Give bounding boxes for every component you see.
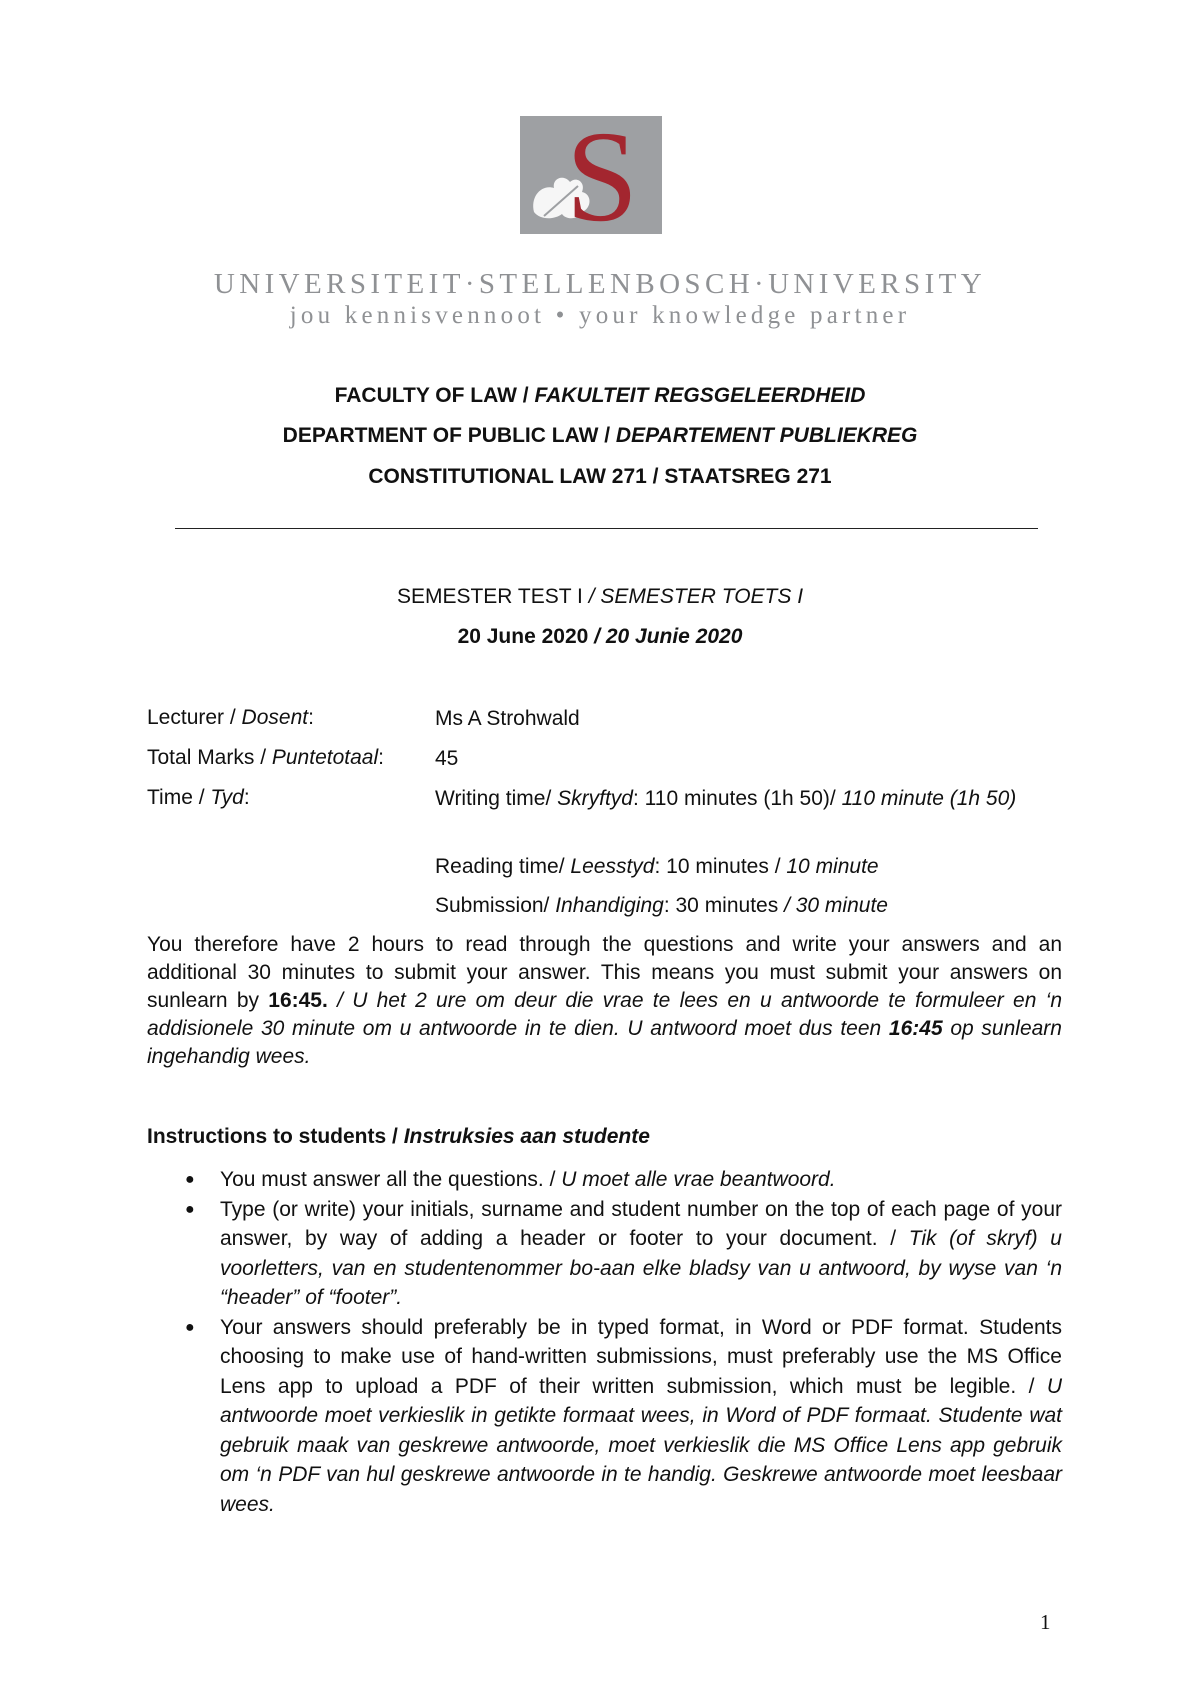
logo-letter: S bbox=[565, 116, 639, 234]
bullet-icon: ● bbox=[185, 1318, 195, 1336]
list-item: ● Type (or write) your initials, surname and student number on the top of each page of your answer, by way of adding a header or footer to your document. / Tik (of skryf) u voorletters, van en studentenommer bo-aan elke bladsy van u antwoord, by wyse van ‘n “header” of “footer”. bbox=[147, 1195, 1062, 1313]
reading-time: Reading time/ Leesstyd: 10 minutes / 10 minute bbox=[435, 855, 879, 878]
marks-label: Total Marks / Puntetotaal: bbox=[147, 746, 384, 769]
test-title-en: SEMESTER TEST I bbox=[396, 585, 589, 608]
faculty-line bbox=[0, 384, 1200, 408]
list-item: ● You must answer all the questions. / U moet alle vrae beantwoord. bbox=[147, 1165, 1062, 1195]
university-logo bbox=[520, 116, 662, 234]
test-title-af: / SEMESTER TOETS I bbox=[588, 585, 804, 608]
summary-paragraph: You therefore have 2 hours to read through the questions and write your answers and an additional 30 minutes to submit your answer. This means you must submit your answers on sunlearn by 16:45. / U het 2 ure om deur die vrae te lees en u antwoorde te formuleer en ‘n addisionele 30 minute om u antwoorde in te dien. U antwoord moet dus teen 16:45 op sunlearn ingehandig wees. bbox=[147, 933, 1062, 1068]
time-label: Time / Tyd: bbox=[147, 786, 250, 809]
course-line: CONSTITUTIONAL LAW 271 / STAATSREG 271 bbox=[368, 465, 832, 488]
writing-time: Writing time/ Skryftyd: 110 minutes (1h 50)/ 110 minute (1h 50) bbox=[435, 787, 1017, 810]
lecturer-value: Ms A Strohwald bbox=[435, 707, 580, 730]
department-en: DEPARTMENT OF PUBLIC LAW / bbox=[282, 424, 616, 447]
marks-value: 45 bbox=[435, 747, 459, 770]
instructions-list bbox=[147, 1165, 1062, 1519]
lecturer-label: Lecturer / Dosent: bbox=[147, 706, 314, 729]
department-af: DEPARTEMENT PUBLIEKREG bbox=[615, 424, 918, 447]
test-title bbox=[0, 585, 1200, 609]
test-date bbox=[0, 625, 1200, 649]
bullet-icon: ● bbox=[185, 1200, 195, 1218]
test-date-en: 20 June 2020 bbox=[457, 625, 595, 648]
department-line bbox=[0, 424, 1200, 448]
university-name: UNIVERSITEIT·STELLENBOSCH·UNIVERSITY bbox=[213, 268, 987, 300]
instructions-heading: Instructions to students / Instruksies aan studente bbox=[147, 1125, 650, 1148]
faculty-en: FACULTY OF LAW / bbox=[334, 384, 535, 407]
list-item: ● Your answers should preferably be in typed format, in Word or PDF format. Students choosing to make use of hand-written submissions, must preferably use the MS Office Lens app to upload a PDF of their written submission, which must be legible. / U antwoorde moet verkieslik in getikte formaat wees, in Word of PDF formaat. Studente wat gebruik maak van geskrewe antwoorde, moet verkieslik die MS Office Lens app gebruik om ‘n PDF van hul geskrewe antwoorde in te handig. Geskrewe antwoorde moet leesbaar wees. bbox=[147, 1313, 1062, 1520]
test-date-af: / 20 Junie 2020 bbox=[594, 625, 743, 648]
bullet-icon: ● bbox=[185, 1171, 195, 1188]
page-number: 1 bbox=[1040, 1610, 1051, 1634]
faculty-af: FAKULTEIT REGSGELEERDHEID bbox=[534, 384, 866, 407]
submission-time: Submission/ Inhandiging: 30 minutes / 30 minute bbox=[435, 894, 888, 917]
university-tagline: jou kennisvennoot • your knowledge partner bbox=[289, 302, 911, 329]
oak-leaf-icon bbox=[520, 116, 662, 234]
divider bbox=[175, 528, 1038, 529]
